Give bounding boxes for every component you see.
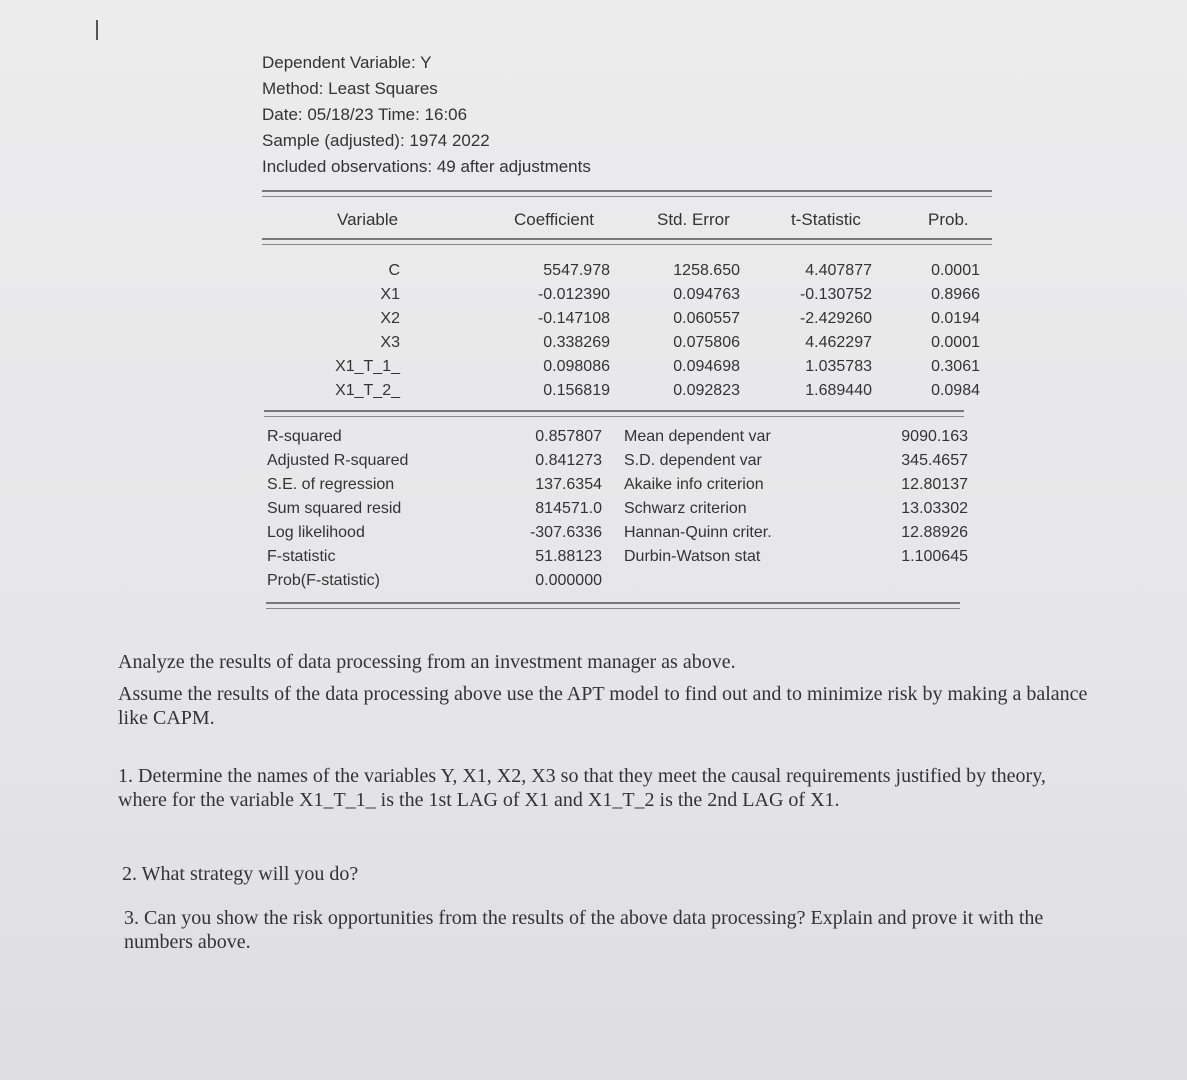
table-row bbox=[0, 334, 1187, 358]
question-1: 1. Determine the names of the variables Y, X1, X2, X3 so that they meet the causal requirements justified by theory, where for the variable X1_T_1_ is the 1st LAG of X1 and X1_T_2 is the 2nd LAG of X1. bbox=[118, 765, 1046, 811]
stat-value: 1.100645 bbox=[901, 548, 968, 565]
cell-variable: X1_T_2_ bbox=[335, 382, 400, 399]
assumption-paragraph: Assume the results of the data processing above use the APT model to find out and to minimize risk by making a balance like CAPM. bbox=[118, 683, 1088, 729]
cell-coefficient: -0.147108 bbox=[537, 310, 610, 327]
stat-label: F-statistic bbox=[267, 548, 336, 565]
cell-prob: 0.0001 bbox=[931, 262, 980, 279]
cell-t-statistic: 1.689440 bbox=[805, 382, 872, 399]
cell-variable: X3 bbox=[380, 334, 400, 351]
col-coefficient: Coefficient bbox=[514, 210, 595, 229]
table-top-rule-1 bbox=[262, 190, 992, 192]
table-row bbox=[0, 286, 1187, 310]
stat-label: Hannan-Quinn criter. bbox=[624, 524, 772, 541]
stat-value: 13.03302 bbox=[901, 500, 968, 517]
cell-prob: 0.0984 bbox=[931, 382, 980, 399]
stat-label: Schwarz criterion bbox=[624, 500, 747, 517]
cell-t-statistic: -0.130752 bbox=[799, 286, 872, 303]
stat-value: 345.4657 bbox=[901, 452, 968, 469]
stat-row bbox=[0, 428, 1187, 452]
cell-prob: 0.8966 bbox=[931, 286, 980, 303]
stat-label: Prob(F-statistic) bbox=[267, 572, 380, 589]
sample-line: Sample (adjusted): 1974 2022 bbox=[262, 131, 490, 150]
cell-std-error: 0.094763 bbox=[673, 286, 740, 303]
stat-label: R-squared bbox=[267, 428, 342, 445]
stat-value: 814571.0 bbox=[535, 500, 602, 517]
col-variable: Variable bbox=[337, 210, 399, 229]
cell-std-error: 0.094698 bbox=[673, 358, 740, 375]
method-line: Method: Least Squares bbox=[262, 79, 438, 98]
stat-label: S.D. dependent var bbox=[624, 452, 762, 469]
dependent-variable-line: Dependent Variable: Y bbox=[262, 53, 432, 72]
question-3: 3. Can you show the risk opportunities from the results of the above data processing? Explain and prove it with the numbers above. bbox=[124, 907, 1044, 953]
header-rule-1 bbox=[262, 238, 992, 240]
stat-value: 12.80137 bbox=[901, 476, 968, 493]
cell-coefficient: 0.338269 bbox=[543, 334, 610, 351]
cell-std-error: 0.092823 bbox=[673, 382, 740, 399]
stat-value: 12.88926 bbox=[901, 524, 968, 541]
table-row bbox=[0, 262, 1187, 286]
stat-value: 0.000000 bbox=[535, 572, 602, 589]
stat-row bbox=[0, 500, 1187, 524]
stat-row bbox=[0, 572, 1187, 596]
cell-variable: X2 bbox=[380, 310, 400, 327]
cell-t-statistic: 4.462297 bbox=[805, 334, 872, 351]
stat-label: Durbin-Watson stat bbox=[624, 548, 761, 565]
stat-label: Adjusted R-squared bbox=[267, 452, 409, 469]
intro-paragraph: Analyze the results of data processing from an investment manager as above. bbox=[118, 651, 736, 673]
cell-prob: 0.3061 bbox=[931, 358, 980, 375]
stat-row bbox=[0, 476, 1187, 500]
question-2: 2. What strategy will you do? bbox=[122, 863, 359, 885]
cell-std-error: 0.060557 bbox=[673, 310, 740, 327]
body-rule-1 bbox=[264, 410, 964, 412]
cell-std-error: 0.075806 bbox=[673, 334, 740, 351]
cell-std-error: 1258.650 bbox=[673, 262, 740, 279]
stat-row bbox=[0, 548, 1187, 572]
table-row bbox=[0, 310, 1187, 334]
cell-variable: X1 bbox=[380, 286, 400, 303]
col-t-statistic: t-Statistic bbox=[791, 210, 861, 229]
stat-label: Sum squared resid bbox=[267, 500, 402, 517]
cell-variable: X1_T_1_ bbox=[335, 358, 400, 375]
stat-value: 137.6354 bbox=[535, 476, 602, 493]
stat-value: 51.88123 bbox=[535, 548, 602, 565]
cell-coefficient: 0.156819 bbox=[543, 382, 610, 399]
table-top-rule-2 bbox=[262, 196, 992, 197]
observations-line: Included observations: 49 after adjustments bbox=[262, 157, 591, 176]
cell-t-statistic: -2.429260 bbox=[799, 310, 872, 327]
cell-coefficient: 5547.978 bbox=[543, 262, 610, 279]
table-row bbox=[0, 382, 1187, 406]
stat-value: -307.6336 bbox=[529, 524, 602, 541]
stat-value: 0.841273 bbox=[535, 452, 602, 469]
stat-value: 0.857807 bbox=[535, 428, 602, 445]
header-rule-2 bbox=[262, 244, 992, 245]
cell-t-statistic: 1.035783 bbox=[805, 358, 872, 375]
col-std-error: Std. Error bbox=[657, 210, 730, 229]
bottom-rule-1 bbox=[266, 602, 960, 604]
cell-variable: C bbox=[388, 262, 400, 279]
cell-prob: 0.0001 bbox=[931, 334, 980, 351]
text-cursor-mark bbox=[96, 20, 98, 40]
cell-prob: 0.0194 bbox=[931, 310, 980, 327]
stat-label: S.E. of regression bbox=[267, 476, 395, 493]
col-prob: Prob. bbox=[928, 210, 969, 229]
stat-value: 9090.163 bbox=[901, 428, 968, 445]
stat-label: Akaike info criterion bbox=[624, 476, 764, 493]
cell-coefficient: -0.012390 bbox=[537, 286, 610, 303]
regression-header bbox=[262, 50, 682, 180]
table-row bbox=[0, 358, 1187, 382]
cell-t-statistic: 4.407877 bbox=[805, 262, 872, 279]
cell-coefficient: 0.098086 bbox=[543, 358, 610, 375]
stat-label: Mean dependent var bbox=[624, 428, 771, 445]
stat-label: Log likelihood bbox=[267, 524, 365, 541]
stat-row bbox=[0, 524, 1187, 548]
stat-row bbox=[0, 452, 1187, 476]
bottom-rule-2 bbox=[266, 608, 960, 609]
body-rule-2 bbox=[264, 416, 964, 417]
date-time-line: Date: 05/18/23 Time: 16:06 bbox=[262, 105, 468, 124]
